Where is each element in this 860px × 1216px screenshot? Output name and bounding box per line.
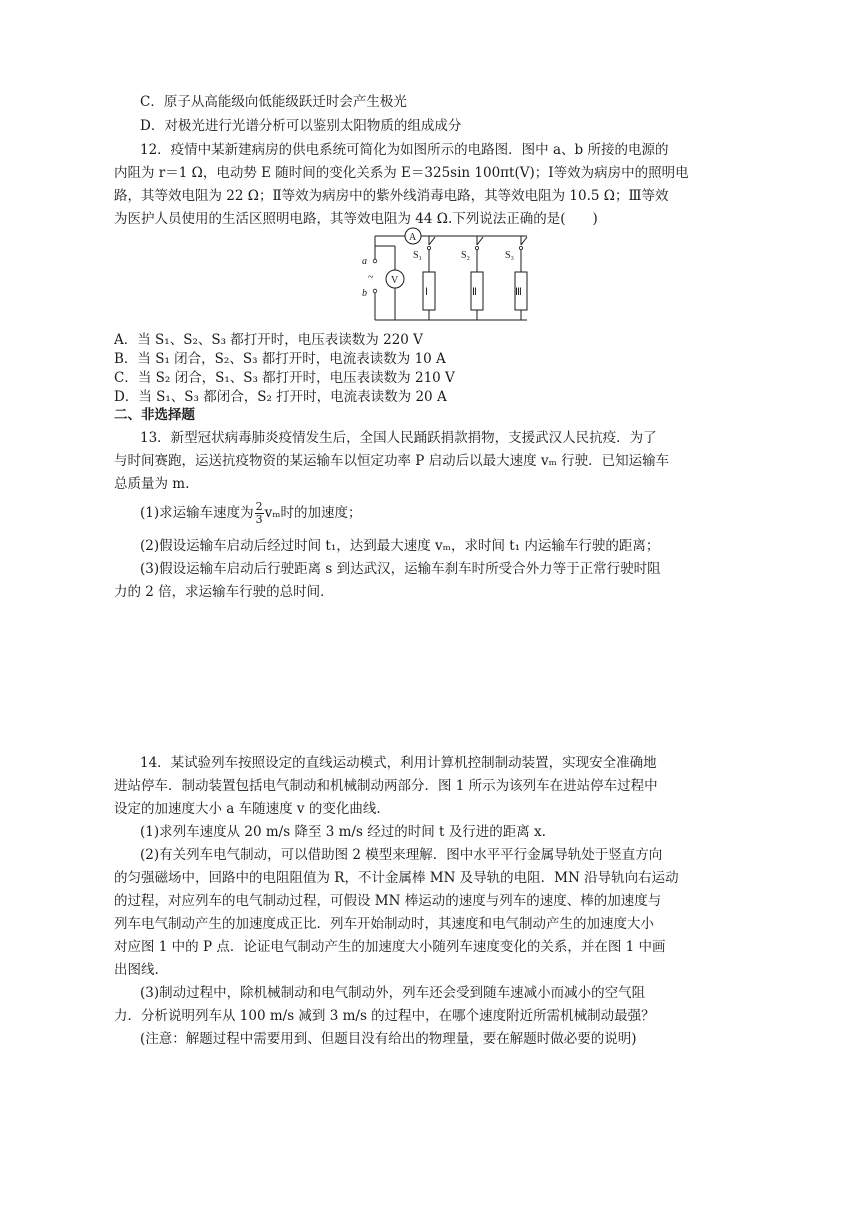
q14-line2: 进站停车．制动装置包括电气制动和机械制动两部分．图 1 所示为该列车在进站停车过程中 [114,778,658,794]
option-d-prev: D．对极光进行光谱分析可以鉴别太阳物质的组成成分 [140,118,462,134]
q13-part1 [140,500,780,526]
q14-part3-line2: 力．分析说明列车从 100 m/s 减到 3 m/s 的过程中，在哪个速度附近所需机械制动最强？ [114,1008,655,1024]
q13-line1: 13．新型冠状病毒肺炎疫情发生后，全国人民踊跃捐款捐物，支援武汉人民抗疫．为了 [140,430,657,446]
circuit-diagram [355,224,555,330]
switch-s1-label: S₁ [413,250,423,261]
q13-line2: 与时间赛跑，运送抗疫物资的某运输车以恒定功率 P 启动后以最大速度 vₘ 行驶．已知运输车 [114,453,670,469]
option-a: A．当 S₁、S₂、S₃ 都打开时，电压表读数为 220 V [114,332,423,348]
fraction [255,501,264,526]
option-b: B．当 S₁ 闭合，S₂、S₃ 都打开时，电流表读数为 10 A [114,351,446,367]
node-b-label: b [362,288,367,299]
q14-part3-line1: (3)制动过程中，除机械制动和电气制动外，列车还会受到随车速减小而减小的空气阻 [140,985,646,1001]
q13-part1-prefix: (1)求运输车速度为 [140,505,254,521]
q14-part2-line6: 出图线. [114,962,159,978]
q13-part1-suffix: vₘ时的加速度； [264,505,362,521]
switch-s2-label: S₂ [461,250,471,261]
section-heading: 二、非选择题 [114,407,195,423]
q14-line3: 设定的加速度大小 a 车随速度 v 的变化曲线. [114,801,381,817]
q14-part2-line3: 的过程，对应列车的电气制动过程，可假设 MN 棒运动的速度与列车的速度、棒的加速度与 [114,893,662,909]
node-a-label: a [362,256,367,267]
q14-line1: 14．某试验列车按照设定的直线运动模式，利用计算机控制制动装置，实现安全准确地 [140,755,657,771]
q14-part2-line2: 的匀强磁场中，回路中的电阻阻值为 R，不计金属棒 MN 及导轨的电阻．MN 沿导轨向右运动 [114,870,679,886]
option-c-prev: C．原子从高能级向低能级跃迁时会产生极光 [140,94,407,110]
fraction-denominator: 3 [255,513,263,526]
ac-source-symbol: ~ [368,272,374,283]
q14-part1: (1)求列车速度从 20 m/s 降至 3 m/s 经过的时间 t 及行进的距离 x. [140,824,546,840]
q12-line1: 12．疫情中某新建病房的供电系统可简化为如图所示的电路图．图中 a、b 所接的电源的 [140,142,669,158]
resistor-1-label: Ⅰ [425,287,428,298]
q12-line4: 为医护人员使用的生活区照明电路，其等效电阻为 44 Ω.下列说法正确的是( ) [114,211,598,227]
q12-line3: 路，其等效电阻为 22 Ω；Ⅱ等效为病房中的紫外线消毒电路，其等效电阻为 10.5 Ω；Ⅲ等效 [114,188,669,204]
q13-part3-line1: (3)假设运输车启动后行驶距离 s 到达武汉，运输车刹车时所受合外力等于正常行驶时阻 [140,561,661,577]
ammeter-label: A [409,232,417,243]
option-d: D．当 S₁、S₃ 都闭合，S₂ 打开时，电流表读数为 20 A [114,389,447,405]
q13-line3: 总质量为 m. [114,476,190,492]
resistor-3-label: Ⅲ [515,287,522,298]
fraction-numerator: 2 [255,500,263,513]
resistor-2-label: Ⅱ [472,287,477,298]
q14-part2-line1: (2)有关列车电气制动，可以借助图 2 模型来理解．图中水平平行金属导轨处于竖直方向 [140,847,663,863]
q12-line2: 内阻为 r＝1 Ω，电动势 E 随时间的变化关系为 E＝325sin 100πt(V)；Ⅰ等效为病房中的照明电 [114,165,689,181]
q14-part2-line5: 对应图 1 中的 P 点．论证电气制动产生的加速度大小随列车速度变化的关系，并在图 1 中画 [114,939,666,955]
q14-part2-line4: 列车电气制动产生的加速度成正比．列车开始制动时，其速度和电气制动产生的加速度大小 [114,916,654,932]
option-c: C．当 S₂ 闭合，S₁、S₃ 都打开时，电压表读数为 210 V [114,370,455,386]
q14-note: (注意：解题过程中需要用到、但题目没有给出的物理量，要在解题时做必要的说明) [140,1031,637,1047]
switch-s3-label: S₃ [505,250,515,261]
q13-part3-line2: 力的 2 倍，求运输车行驶的总时间． [114,584,334,600]
q13-part2: (2)假设运输车启动后经过时间 t₁，达到最大速度 vₘ，求时间 t₁ 内运输车行驶的距离； [140,538,660,554]
voltmeter-label: V [391,275,399,286]
